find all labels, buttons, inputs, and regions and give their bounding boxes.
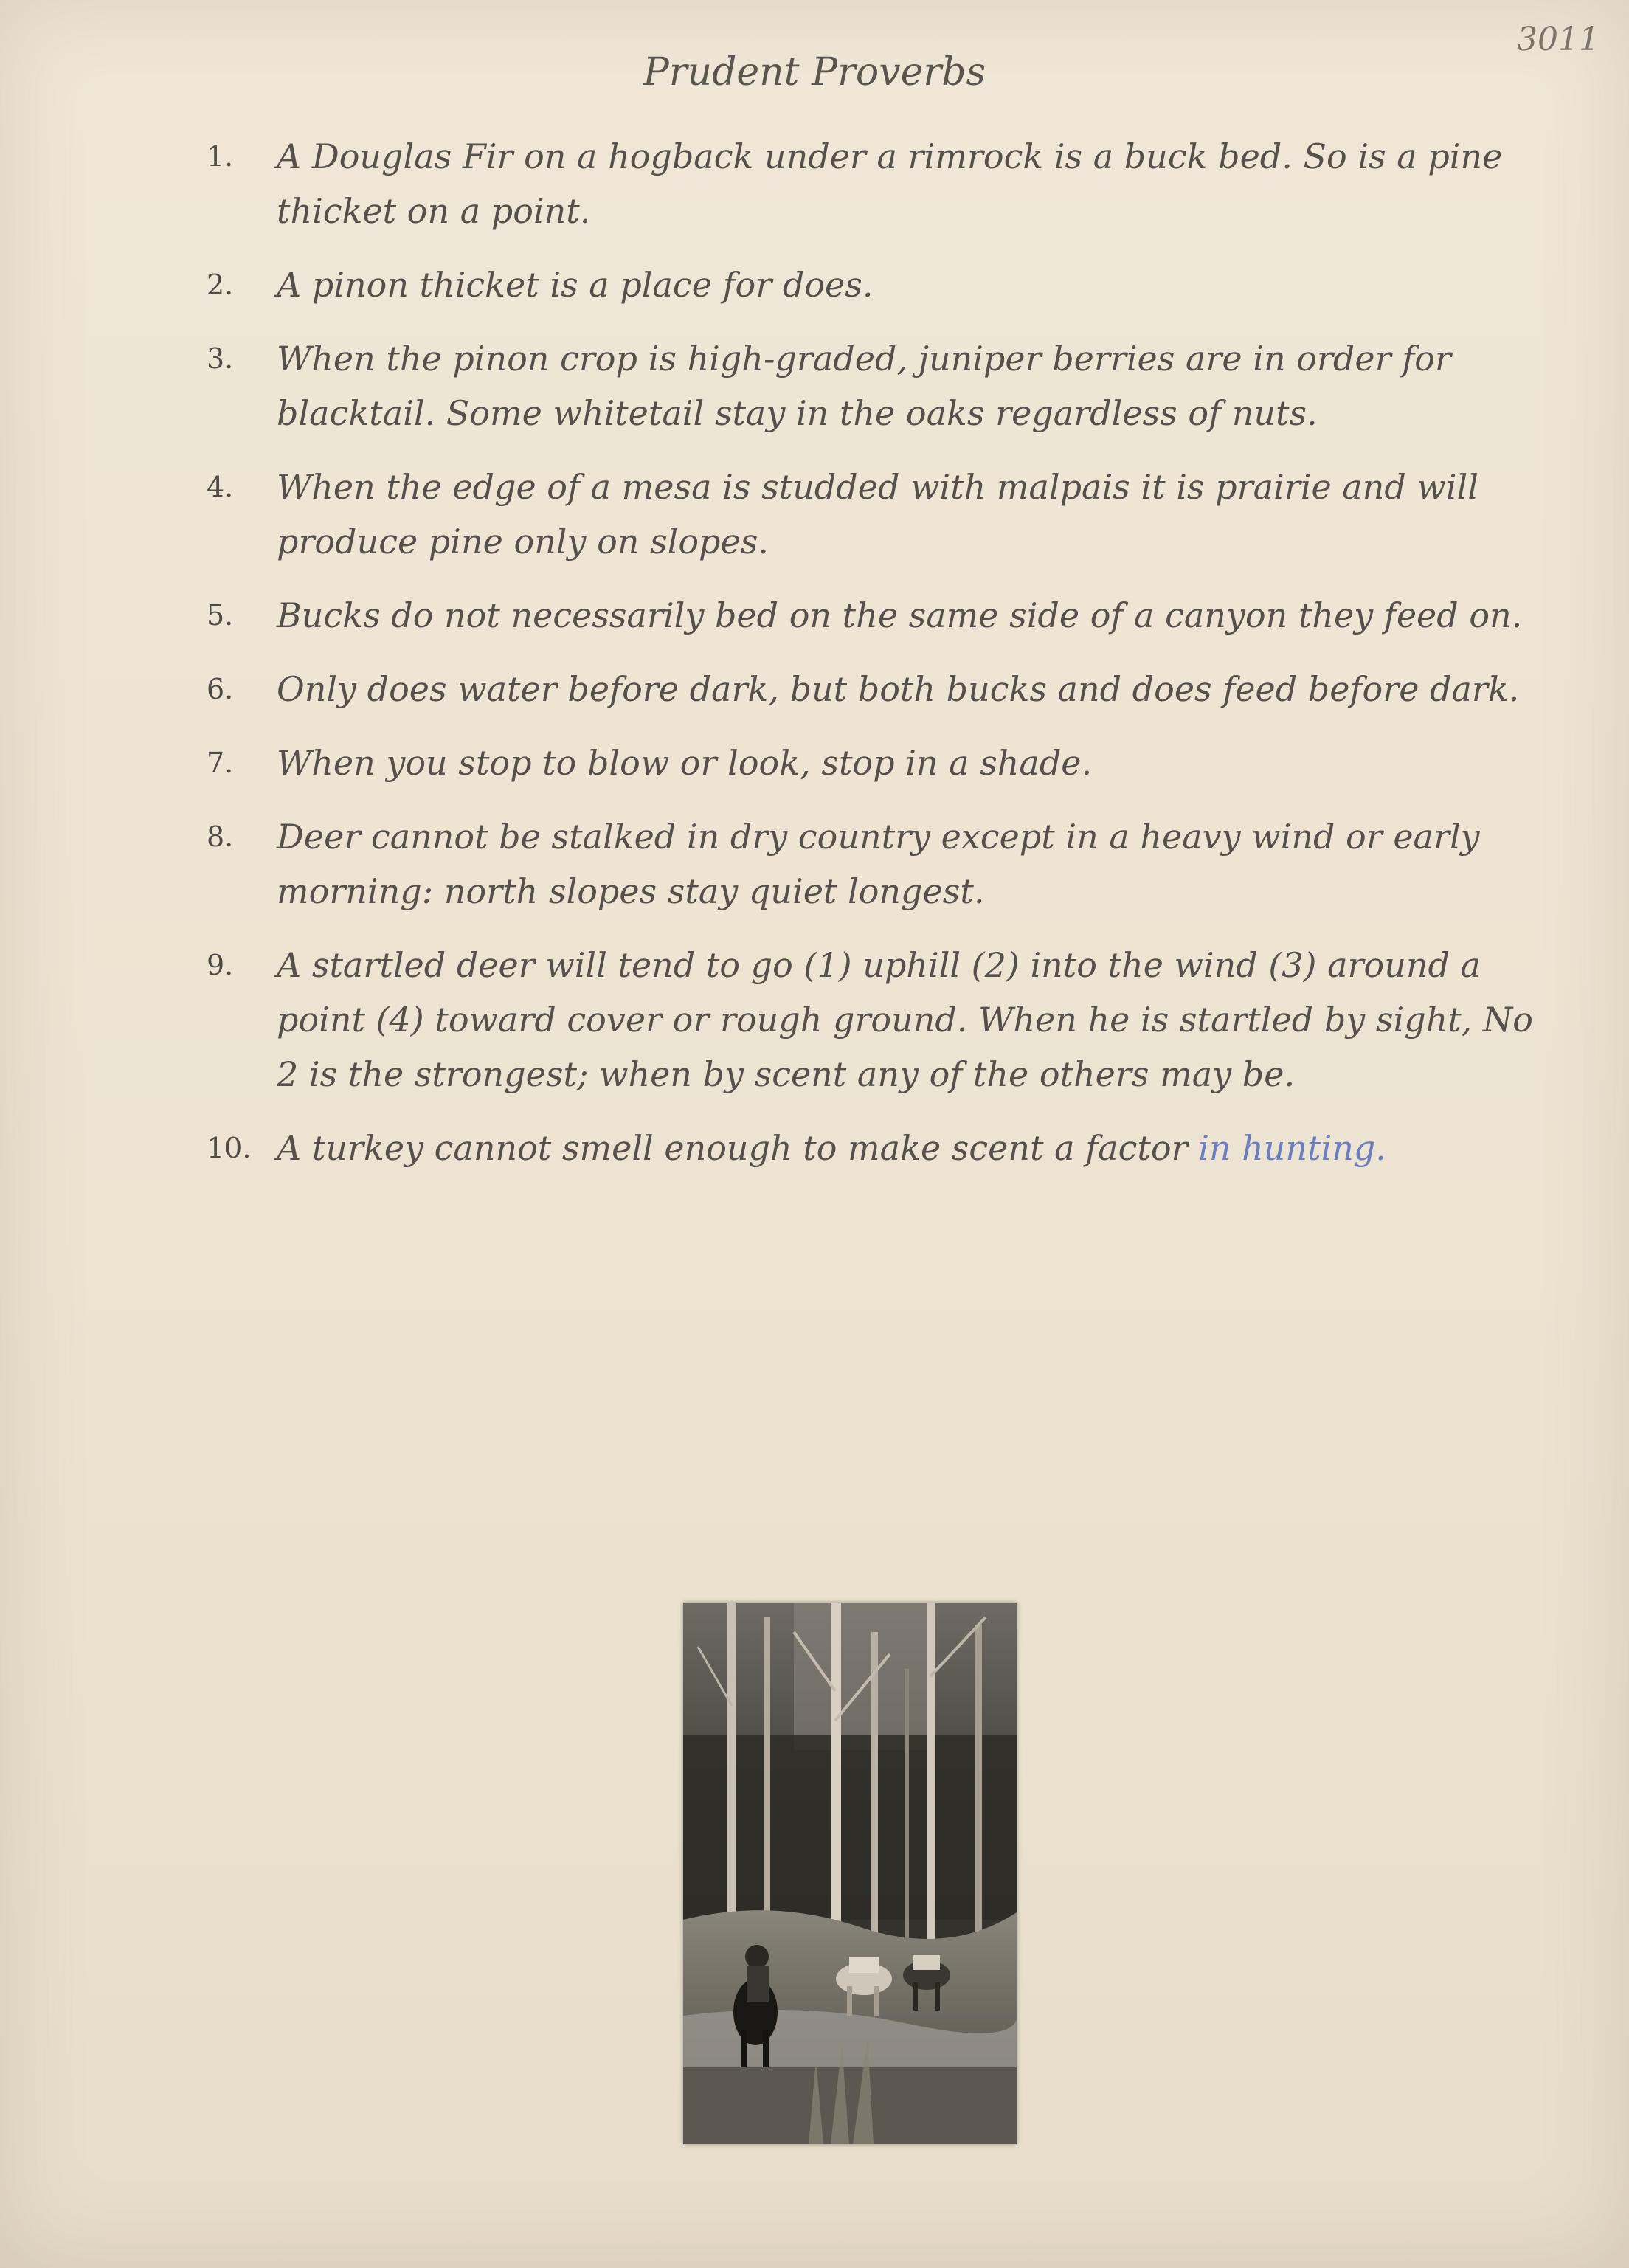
proverb-text-blue-ink: in hunting. xyxy=(1198,1128,1386,1168)
proverb-text: Only does water before dark, but both bucks and does feed before dark. xyxy=(277,669,1520,709)
proverb-number: 8. xyxy=(207,820,234,853)
proverb-item xyxy=(207,1121,1557,1175)
photograph-image xyxy=(683,1603,1017,2144)
page-title: Prudent Proverbs xyxy=(643,50,986,94)
proverb-number: 3. xyxy=(207,342,234,375)
proverb-text: A pinon thicket is a place for does. xyxy=(277,265,874,305)
proverb-item xyxy=(207,460,1557,569)
proverb-number: 7. xyxy=(207,747,234,779)
proverb-text: Bucks do not necessarily bed on the same side of a canyon they feed on. xyxy=(277,595,1523,635)
proverb-number: 6. xyxy=(207,673,234,705)
proverb-list xyxy=(207,129,1557,1194)
proverb-text: A Douglas Fir on a hogback under a rimrock is a buck bed. So is a pine thicket on a point. xyxy=(277,136,1503,231)
proverb-number: 10. xyxy=(207,1132,252,1164)
proverb-number: 9. xyxy=(207,949,234,981)
page-number: 3011 xyxy=(1517,21,1599,58)
proverb-text: When you stop to blow or look, stop in a shade. xyxy=(277,743,1093,783)
proverb-item xyxy=(207,588,1557,643)
proverb-number: 2. xyxy=(207,269,234,301)
proverb-item xyxy=(207,662,1557,716)
proverb-item xyxy=(207,736,1557,790)
proverb-number: 5. xyxy=(207,599,234,632)
proverb-item xyxy=(207,938,1557,1102)
proverb-text: A startled deer will tend to go (1) uphill (2) into the wind (3) around a point (4) toward cover or rough ground. When he is startled by sight, No 2 is the strongest; when by scent any of the others may be. xyxy=(277,945,1533,1094)
mounted-photograph xyxy=(683,1603,1017,2144)
proverb-text: When the pinon crop is high-graded, juniper berries are in order for blacktail. Some whitetail stay in the oaks regardless of nuts. xyxy=(277,339,1451,433)
proverb-text: When the edge of a mesa is studded with malpais it is prairie and will produce pine only on slopes. xyxy=(277,467,1478,561)
proverb-item xyxy=(207,331,1557,440)
proverb-item xyxy=(207,257,1557,312)
proverb-item xyxy=(207,129,1557,238)
proverb-number: 1. xyxy=(207,140,234,173)
proverb-text: Deer cannot be stalked in dry country except in a heavy wind or early morning: north slopes stay quiet longest. xyxy=(277,817,1480,911)
proverb-text-pencil: A turkey cannot smell enough to make scent a factor xyxy=(277,1128,1188,1168)
proverb-item xyxy=(207,809,1557,919)
proverb-number: 4. xyxy=(207,471,234,503)
proverb-text xyxy=(277,1121,1557,1175)
